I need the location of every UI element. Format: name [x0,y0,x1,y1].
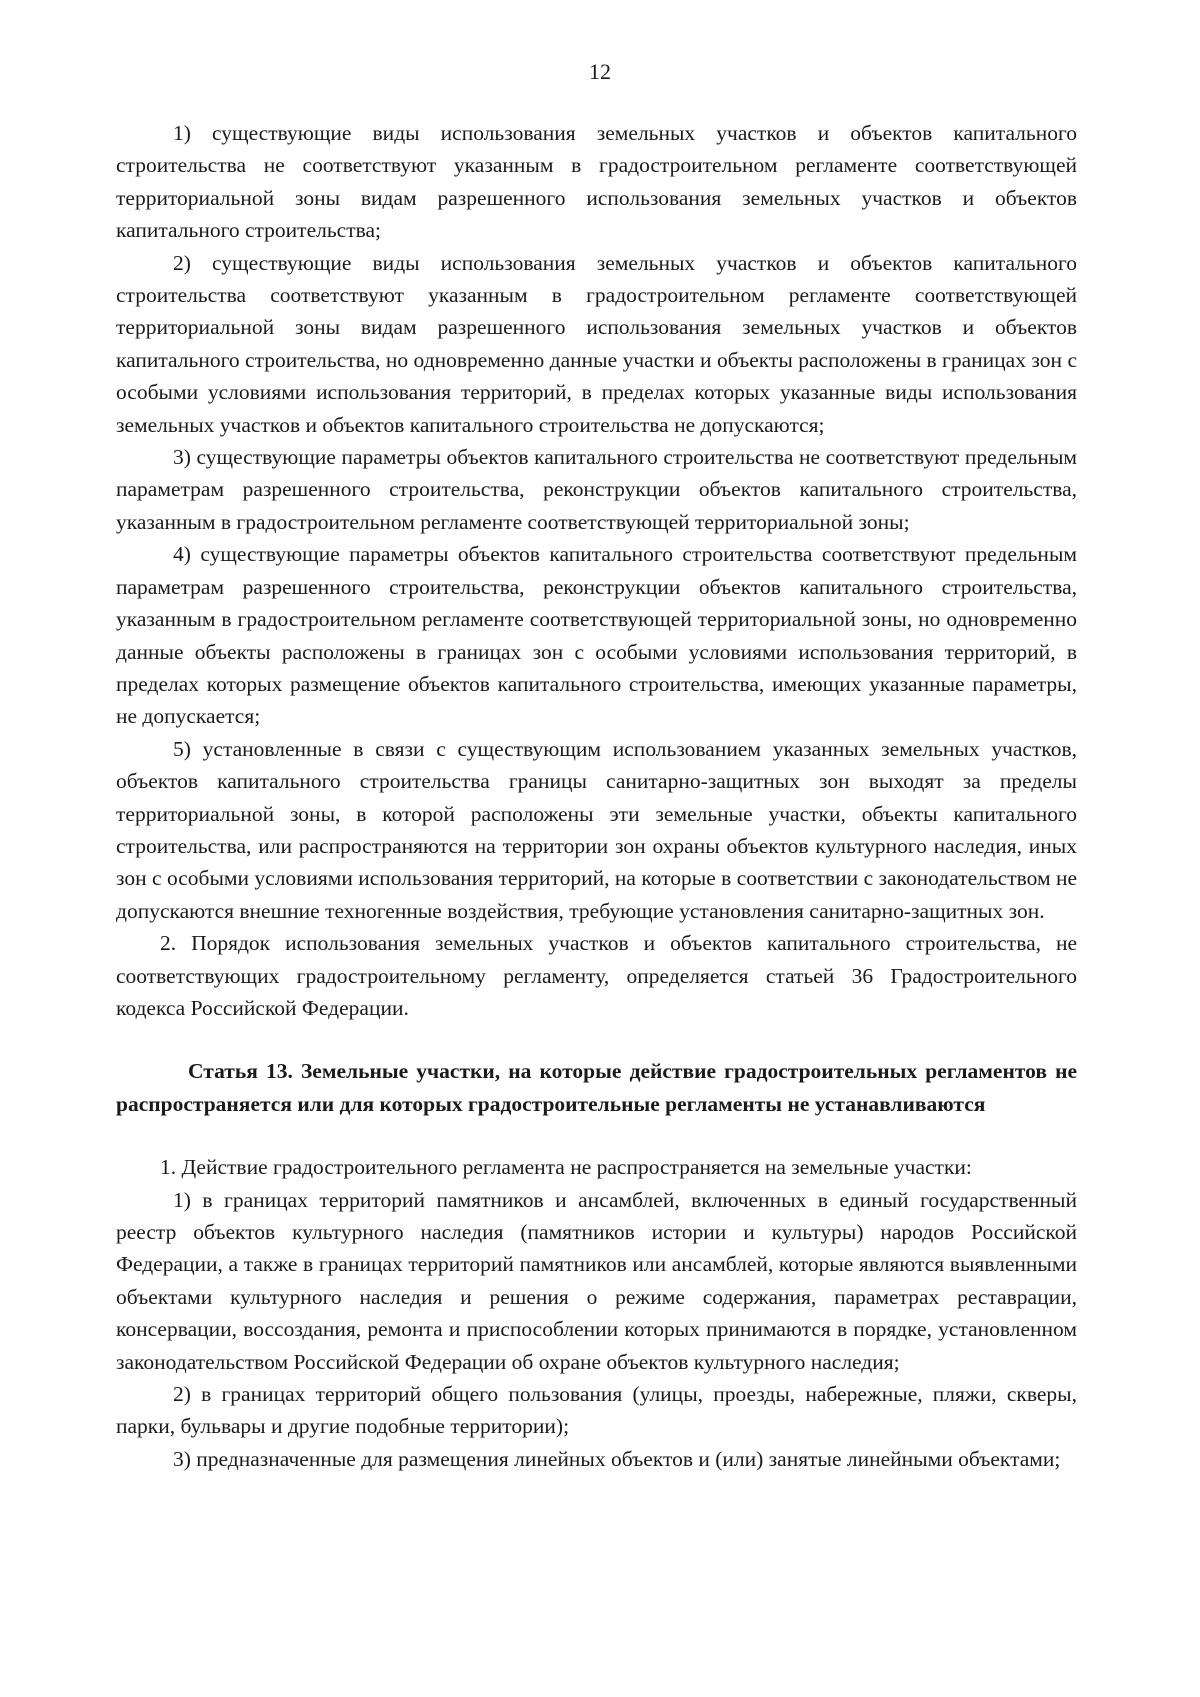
article-13-heading: Статья 13. Земельные участки, на которые действие градостроительных регламентов не распространяется или для которых градостроительные регламенты не устанавливаются [116,1059,1077,1116]
paragraph-clause-2: 2. Порядок использования земельных участков и объектов капитального строительства, не соответствующих градостроительному регламенту, определяется статьей 36 Градостроительного кодекса Российской Федерации. [116,931,1077,1020]
article-13-item-2: 2) в границах территорий общего пользования (улицы, проезды, набережные, пляжи, скверы, парки, бульвары и другие подобные территории); [116,1382,1077,1439]
paragraph-item-1: 1) существующие виды использования земельных участков и объектов капитального строительства не соответствуют указанным в градостроительном регламенте соответствующей территориальной зоны видам разрешенного использования земельных участков и объектов капитального строительства; [116,121,1077,243]
paragraph-item-2: 2) существующие виды использования земельных участков и объектов капитального строительства соответствуют указанным в градостроительном регламенте соответствующей территориальной зоны видам разрешенного использования земельных участков и объектов капитального строительства, но одновременно данные участки и объекты расположены в границах зон с особыми условиями использования территорий, в пределах которых указанные виды использования земельных участков и объектов капитального строительства не допускаются; [116,250,1077,437]
paragraph-item-3: 3) существующие параметры объектов капитального строительства не соответствуют предельным параметрам разрешенного строительства, реконструкции объектов капитального строительства, указанным в градостроительном регламенте соответствующей территориальной зоны; [116,445,1077,534]
page-number: 12 [589,59,611,84]
document-body [116,117,1077,1475]
article-13-item-3: 3) предназначенные для размещения линейных объектов и (или) занятые линейными объектами; [173,1446,1061,1471]
article-13-item-1: 1) в границах территорий памятников и ансамблей, включенных в единый государственный реестр объектов культурного наследия (памятников истории и культуры) народов Российской Федерации, а также в границах территорий памятников или ансамблей, которые являются выявленными объектами культурного наследия и решения о режиме содержания, параметрах реставрации, консервации, воссоздания, ремонта и приспособлении которых принимаются в порядке, установленном законодательством Российской Федерации об охране объектов культурного наследия; [116,1187,1077,1374]
article-13-clause-1-intro: 1. Действие градостроительного регламента не распространяется на земельные участки: [160,1155,972,1180]
paragraph-item-4: 4) существующие параметры объектов капитального строительства соответствуют предельным параметрам разрешенного строительства, реконструкции объектов капитального строительства, указанным в градостроительном регламенте соответствующей территориальной зоны, но одновременно данные объекты расположены в границах зон с особыми условиями использования территорий, в пределах которых размещение объектов капитального строительства, имеющих указанные параметры, не допускается; [116,542,1077,729]
paragraph-item-5: 5) установленные в связи с существующим использованием указанных земельных участков, объектов капитального строительства границы санитарно-защитных зон выходят за пределы территориальной зоны, в которой расположены эти земельные участки, объекты капитального строительства, или распространяются на территории зон охраны объектов культурного наследия, иных зон с особыми условиями использования территорий, на которые в соответствии с законодательством не допускаются внешние техногенные воздействия, требующие установления санитарно-защитных зон. [116,736,1077,923]
